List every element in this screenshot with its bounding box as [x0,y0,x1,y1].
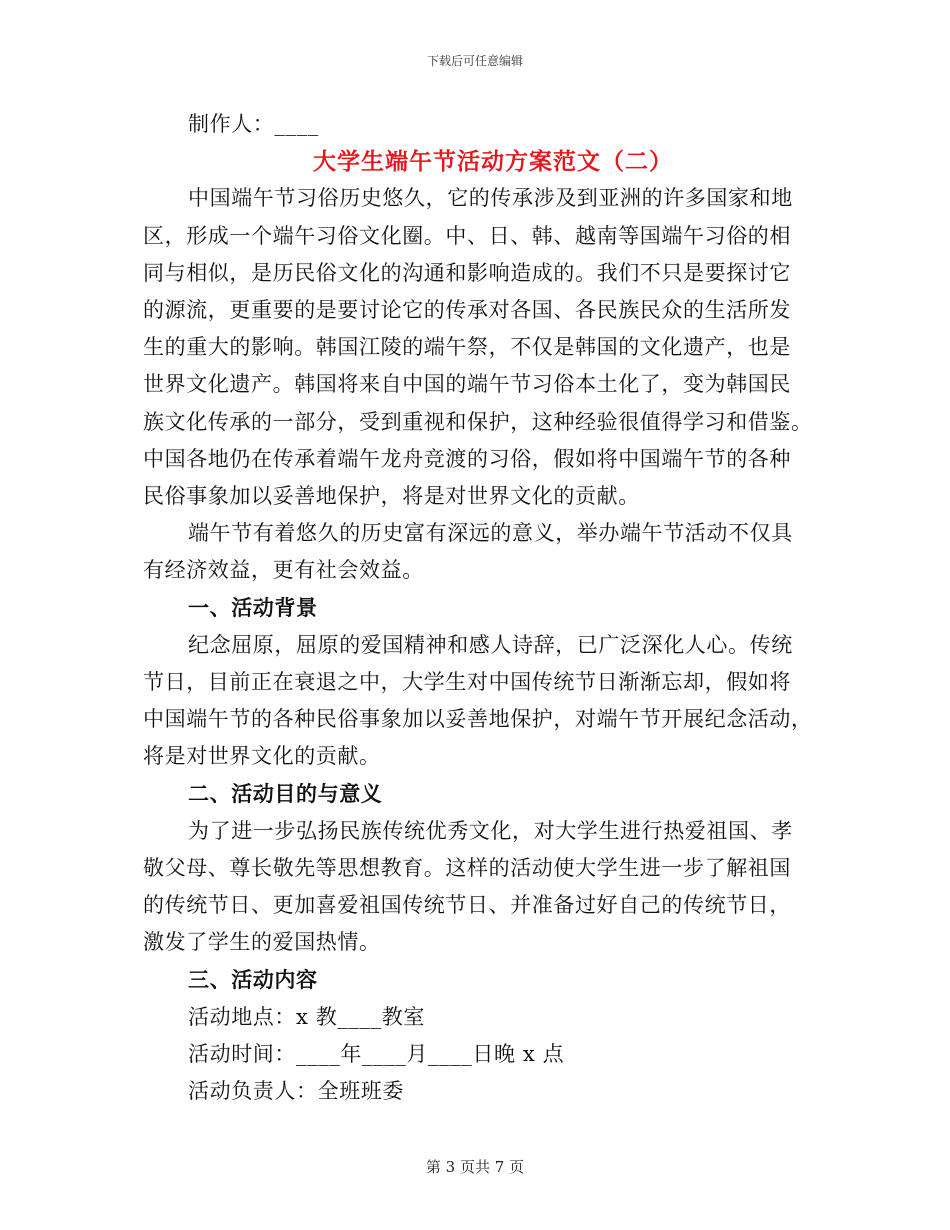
activity-leader: 活动负责人：全班班委 [188,1078,404,1103]
paragraph-line: 激发了学生的爱国热情。 [143,930,381,955]
document-body [143,106,813,1110]
paragraph-line: 中国端午节习俗历史悠久，它的传承涉及到亚洲的许多国家和地 [188,186,793,211]
paragraph-line: 族文化传承的一部分，受到重视和保护，这种经验很值得学习和借鉴。 [143,409,813,434]
section-heading: 一、活动背景 [188,595,318,621]
paragraph-line: 纪念屈原，屈原的爱国精神和感人诗辞，已广泛深化人心。传统 [188,632,793,657]
paragraph-line: 区，形成一个端午习俗文化圈。中、日、韩、越南等国端午习俗的相 [143,223,791,248]
paragraph-line: 的源流，更重要的是要讨论它的传承对各国、各民族民众的生活所发 [143,297,791,322]
paragraph-line: 世界文化遗产。韩国将来自中国的端午节习俗本土化了，变为韩国民 [143,372,791,397]
section-heading: 二、活动目的与意义 [188,781,383,807]
paragraph-line: 中国各地仍在传承着端午龙舟竞渡的习俗，假如将中国端午节的各种 [143,446,791,471]
paragraph-line: 敬父母、尊长敬先等思想教育。这样的活动使大学生进一步了解祖国 [143,855,791,880]
paragraph-1 [143,180,813,515]
maker-line: 制作人：____ [188,112,319,136]
paragraph-line: 生的重大的影响。韩国江陵的端午祭，不仅是韩国的文化遗产，也是 [143,335,791,360]
activity-time: 活动时间：____年____月____日晚 x 点 [188,1041,565,1066]
paragraph-2 [143,515,803,589]
paragraph-line: 为了进一步弘扬民族传统优秀文化，对大学生进行热爱祖国、孝 [188,818,793,843]
paragraph-line: 民俗事象加以妥善地保护，将是对世界文化的贡献。 [143,483,640,508]
page-header: 下载后可任意编辑 [426,54,523,68]
section-heading: 三、活动内容 [188,967,318,993]
paragraph-line: 有经济效益，更有社会效益。 [143,558,424,583]
paragraph-line: 同与相似，是历民俗文化的沟通和影响造成的。我们不只是要探讨它 [143,260,791,285]
section-background [143,589,813,775]
page-footer: 第 3 页共 7 页 [425,1158,525,1176]
activity-location: 活动地点：x 教____教室 [188,1004,425,1029]
paragraph-line: 端午节有着悠久的历史富有深远的意义，举办端午节活动不仅具 [188,521,793,546]
section-content [143,961,803,1110]
document-title: 大学生端午节活动方案范文（二） [313,148,673,176]
section-purpose [143,775,803,961]
paragraph-line: 将是对世界文化的贡献。 [143,744,381,769]
paragraph-line: 中国端午节的各种民俗事象加以妥善地保护，对端午节开展纪念活动， [143,707,813,731]
paragraph-line: 节日，目前正在衰退之中，大学生对中国传统节日渐渐忘却，假如将 [143,669,791,694]
paragraph-line: 的传统节日、更加喜爱祖国传统节日、并准备过好自己的传统节日， [143,892,791,917]
